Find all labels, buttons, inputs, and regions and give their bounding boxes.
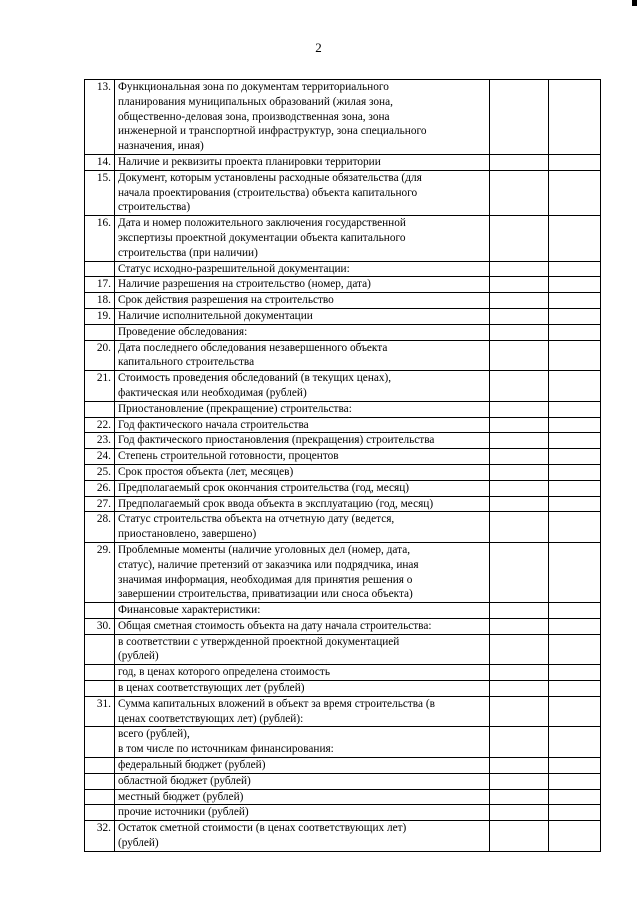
- row-label-line: Проблемные моменты (наличие уголовных дел (номер, дата,: [118, 543, 411, 556]
- table-row: [85, 449, 601, 465]
- extra-value-cell[interactable]: [549, 634, 601, 665]
- scan-corner-mark: [632, 0, 637, 6]
- value-cell[interactable]: [490, 603, 549, 619]
- table-row: [85, 681, 601, 697]
- row-label: [115, 277, 490, 293]
- extra-value-cell[interactable]: [549, 216, 601, 261]
- row-number: 13.: [85, 80, 115, 155]
- row-label: [115, 696, 490, 727]
- extra-value-cell[interactable]: [549, 681, 601, 697]
- table-row: [85, 665, 601, 681]
- extra-value-cell[interactable]: [549, 293, 601, 309]
- row-number: 26.: [85, 480, 115, 496]
- row-label: [115, 821, 490, 852]
- row-label-line: Предполагаемый срок окончания строительства (год, месяц): [118, 481, 410, 494]
- value-cell[interactable]: [490, 496, 549, 512]
- row-label-line: значимая информация, необходимая для принятия решения о: [118, 573, 413, 586]
- row-label: [115, 789, 490, 805]
- table-row: [85, 401, 601, 417]
- table-row: [85, 216, 601, 261]
- table-row: [85, 480, 601, 496]
- table-row: [85, 277, 601, 293]
- row-label-line: (рублей): [118, 650, 159, 663]
- value-cell[interactable]: [490, 371, 549, 402]
- row-label: [115, 170, 490, 215]
- row-number: 19.: [85, 308, 115, 324]
- row-label: [115, 618, 490, 634]
- extra-value-cell[interactable]: [549, 542, 601, 602]
- extra-value-cell[interactable]: [549, 371, 601, 402]
- row-label-line: Срок простоя объекта (лет, месяцев): [118, 465, 294, 478]
- row-number: [85, 324, 115, 340]
- value-cell[interactable]: [490, 340, 549, 371]
- row-label-line: инженерной и транспортной инфраструктур, зона специального: [118, 125, 427, 138]
- row-label-line: Статус исходно-разрешительной документации:: [118, 262, 350, 275]
- row-label-line: областной бюджет (рублей): [118, 774, 251, 787]
- row-label: [115, 727, 490, 758]
- extra-value-cell[interactable]: [549, 821, 601, 852]
- table-row: [85, 324, 601, 340]
- value-cell[interactable]: [490, 324, 549, 340]
- value-cell[interactable]: [490, 696, 549, 727]
- table-row: [85, 512, 601, 543]
- table-row: [85, 417, 601, 433]
- row-label-line: назначения, иная): [118, 140, 204, 153]
- row-label-line: Статус строительства объекта на отчетную дату (ведется,: [118, 513, 395, 526]
- row-number: 28.: [85, 512, 115, 543]
- row-label: [115, 665, 490, 681]
- row-label: [115, 634, 490, 665]
- row-label-line: Стоимость проведения обследований (в текущих ценах),: [118, 372, 392, 385]
- extra-value-cell[interactable]: [549, 789, 601, 805]
- row-label-line: Приостановление (прекращение) строительства:: [118, 402, 352, 415]
- row-number: 29.: [85, 542, 115, 602]
- extra-value-cell[interactable]: [549, 618, 601, 634]
- value-cell[interactable]: [490, 464, 549, 480]
- row-number: [85, 773, 115, 789]
- row-label: [115, 417, 490, 433]
- extra-value-cell[interactable]: [549, 170, 601, 215]
- extra-value-cell[interactable]: [549, 154, 601, 170]
- row-label-line: Срок действия разрешения на строительство: [118, 294, 334, 307]
- extra-value-cell[interactable]: [549, 480, 601, 496]
- row-label-line: Степень строительной готовности, процентов: [118, 450, 339, 463]
- extra-value-cell[interactable]: [549, 773, 601, 789]
- row-label-line: федеральный бюджет (рублей): [118, 759, 266, 772]
- value-cell[interactable]: [490, 154, 549, 170]
- row-label: [115, 80, 490, 155]
- row-number: 25.: [85, 464, 115, 480]
- row-label-line: год, в ценах которого определена стоимость: [118, 666, 330, 679]
- page-number: 2: [315, 40, 322, 55]
- row-label-line: планирования муниципальных образований (жилая зона,: [118, 95, 393, 108]
- row-label-line: Сумма капитальных вложений в объект за время строительства (в: [118, 697, 435, 710]
- row-label-line: всего (рублей),: [118, 728, 190, 741]
- value-cell[interactable]: [490, 805, 549, 821]
- table-row: [85, 603, 601, 619]
- extra-value-cell[interactable]: [549, 512, 601, 543]
- row-number: [85, 603, 115, 619]
- row-label: [115, 480, 490, 496]
- table-row: [85, 696, 601, 727]
- object-info-table: [84, 79, 601, 852]
- table-row: [85, 371, 601, 402]
- table-row: [85, 496, 601, 512]
- row-label-line: капитального строительства: [118, 356, 255, 369]
- row-label: [115, 154, 490, 170]
- table-row: [85, 634, 601, 665]
- row-number: 24.: [85, 449, 115, 465]
- value-cell[interactable]: [490, 542, 549, 602]
- table-row: [85, 433, 601, 449]
- value-cell[interactable]: [490, 80, 549, 155]
- row-label-line: Предполагаемый срок ввода объекта в эксплуатацию (год, месяц): [118, 497, 434, 510]
- row-label: [115, 805, 490, 821]
- row-number: 32.: [85, 821, 115, 852]
- row-label-line: (рублей): [118, 837, 159, 850]
- row-number: [85, 634, 115, 665]
- row-label: [115, 542, 490, 602]
- value-cell[interactable]: [490, 480, 549, 496]
- value-cell[interactable]: [490, 758, 549, 774]
- extra-value-cell[interactable]: [549, 758, 601, 774]
- row-label-line: Дата последнего обследования незавершенного объекта: [118, 341, 388, 354]
- row-label: [115, 261, 490, 277]
- value-cell[interactable]: [490, 433, 549, 449]
- value-cell[interactable]: [490, 449, 549, 465]
- extra-value-cell[interactable]: [549, 324, 601, 340]
- extra-value-cell[interactable]: [549, 496, 601, 512]
- extra-value-cell[interactable]: [549, 603, 601, 619]
- row-number: 16.: [85, 216, 115, 261]
- row-label: [115, 512, 490, 543]
- table-row: [85, 154, 601, 170]
- extra-value-cell[interactable]: [549, 417, 601, 433]
- row-number: 17.: [85, 277, 115, 293]
- table-row: [85, 340, 601, 371]
- row-number: 14.: [85, 154, 115, 170]
- table-row: [85, 308, 601, 324]
- row-label: [115, 433, 490, 449]
- row-label-line: Общая сметная стоимость объекта на дату начала строительства:: [118, 619, 432, 632]
- row-label-line: Финансовые характеристики:: [118, 604, 261, 617]
- row-label-line: Остаток сметной стоимости (в ценах соответствующих лет): [118, 822, 407, 835]
- value-cell[interactable]: [490, 261, 549, 277]
- row-label-line: общественно-деловая зона, производственная зона, зона: [118, 110, 390, 123]
- value-cell[interactable]: [490, 512, 549, 543]
- value-cell[interactable]: [490, 727, 549, 758]
- row-label-line: статус), наличие претензий от заказчика или подрядчика, иная: [118, 558, 419, 571]
- value-cell[interactable]: [490, 773, 549, 789]
- table-row: [85, 293, 601, 309]
- table-row: [85, 805, 601, 821]
- value-cell[interactable]: [490, 216, 549, 261]
- row-number: 15.: [85, 170, 115, 215]
- row-number: 30.: [85, 618, 115, 634]
- table-row: [85, 727, 601, 758]
- row-label: [115, 773, 490, 789]
- row-label-line: местный бюджет (рублей): [118, 790, 244, 803]
- row-label: [115, 603, 490, 619]
- value-cell[interactable]: [490, 618, 549, 634]
- table-row: [85, 789, 601, 805]
- row-number: [85, 805, 115, 821]
- row-label: [115, 308, 490, 324]
- extra-value-cell[interactable]: [549, 261, 601, 277]
- row-label-line: строительства): [118, 201, 191, 214]
- row-number: [85, 758, 115, 774]
- row-label-line: Наличие исполнительной документации: [118, 309, 313, 322]
- row-label: [115, 449, 490, 465]
- row-label-line: Проведение обследования:: [118, 325, 248, 338]
- row-label: [115, 758, 490, 774]
- table-row: [85, 170, 601, 215]
- extra-value-cell[interactable]: [549, 308, 601, 324]
- value-cell[interactable]: [490, 401, 549, 417]
- value-cell[interactable]: [490, 277, 549, 293]
- table-row: [85, 464, 601, 480]
- row-label-line: в том числе по источникам финансирования:: [118, 743, 334, 756]
- extra-value-cell[interactable]: [549, 449, 601, 465]
- row-label-line: экспертизы проектной документации объекта капитального: [118, 231, 406, 244]
- row-label-line: начала проектирования (строительства) объекта капитального: [118, 186, 418, 199]
- extra-value-cell[interactable]: [549, 401, 601, 417]
- table-row: [85, 773, 601, 789]
- extra-value-cell[interactable]: [549, 696, 601, 727]
- value-cell[interactable]: [490, 681, 549, 697]
- row-label-line: Дата и номер положительного заключения государственной: [118, 217, 406, 230]
- row-number: [85, 681, 115, 697]
- extra-value-cell[interactable]: [549, 464, 601, 480]
- row-number: [85, 261, 115, 277]
- row-number: 23.: [85, 433, 115, 449]
- row-label-line: приостановлено, завершено): [118, 528, 257, 541]
- row-label-line: Функциональная зона по документам территориального: [118, 81, 389, 93]
- row-label: [115, 464, 490, 480]
- row-label-line: Год фактического начала строительства: [118, 418, 309, 431]
- table-row: [85, 618, 601, 634]
- row-number: 22.: [85, 417, 115, 433]
- row-number: 21.: [85, 371, 115, 402]
- row-label-line: фактическая или необходимая (рублей): [118, 386, 307, 399]
- row-label-line: ценах соответствующих лет) (рублей):: [118, 712, 304, 725]
- row-number: 20.: [85, 340, 115, 371]
- extra-value-cell[interactable]: [549, 805, 601, 821]
- row-number: [85, 727, 115, 758]
- row-label-line: завершении строительства, приватизации или сноса объекта): [118, 588, 413, 601]
- row-label: [115, 401, 490, 417]
- row-label-line: Год фактического приостановления (прекращения) строительства: [118, 434, 435, 447]
- row-number: [85, 665, 115, 681]
- row-label-line: в соответствии с утвержденной проектной документацией: [118, 635, 400, 648]
- value-cell[interactable]: [490, 634, 549, 665]
- value-cell[interactable]: [490, 170, 549, 215]
- table-row: [85, 821, 601, 852]
- value-cell[interactable]: [490, 789, 549, 805]
- row-number: 27.: [85, 496, 115, 512]
- extra-value-cell[interactable]: [549, 277, 601, 293]
- value-cell[interactable]: [490, 417, 549, 433]
- row-label-line: в ценах соответствующих лет (рублей): [118, 682, 305, 695]
- row-label: [115, 371, 490, 402]
- extra-value-cell[interactable]: [549, 433, 601, 449]
- table-row: [85, 261, 601, 277]
- row-label: [115, 216, 490, 261]
- row-label: [115, 340, 490, 371]
- extra-value-cell[interactable]: [549, 80, 601, 155]
- row-number: 31.: [85, 696, 115, 727]
- row-label: [115, 681, 490, 697]
- table-row: [85, 758, 601, 774]
- row-number: [85, 401, 115, 417]
- row-number: [85, 789, 115, 805]
- value-cell[interactable]: [490, 308, 549, 324]
- value-cell[interactable]: [490, 821, 549, 852]
- row-label-line: строительства (при наличии): [118, 246, 258, 259]
- extra-value-cell[interactable]: [549, 340, 601, 371]
- extra-value-cell[interactable]: [549, 665, 601, 681]
- row-label-line: Наличие и реквизиты проекта планировки территории: [118, 155, 381, 168]
- extra-value-cell[interactable]: [549, 727, 601, 758]
- row-label: [115, 496, 490, 512]
- value-cell[interactable]: [490, 293, 549, 309]
- row-label: [115, 293, 490, 309]
- row-label-line: Наличие разрешения на строительство (номер, дата): [118, 278, 371, 291]
- value-cell[interactable]: [490, 665, 549, 681]
- table-row: [85, 80, 601, 155]
- row-label-line: Документ, которым установлены расходные обязательства (для: [118, 171, 422, 184]
- row-label: [115, 324, 490, 340]
- row-number: 18.: [85, 293, 115, 309]
- table-row: [85, 542, 601, 602]
- row-label-line: прочие источники (рублей): [118, 806, 249, 819]
